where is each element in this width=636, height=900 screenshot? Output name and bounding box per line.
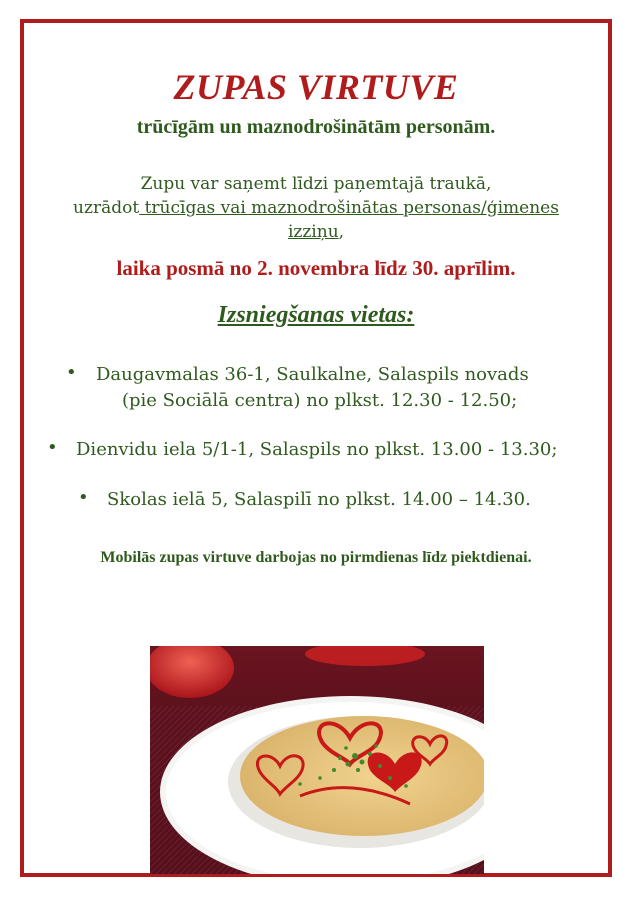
location-1-line-2: (pie Sociālā centra) no plkst. 12.30 - 12.50;: [122, 390, 518, 411]
location-2-line-1: Dienvidu iela 5/1-1, Salaspils no plkst. 13.00 - 13.30;: [76, 439, 558, 460]
bullet-icon: •: [66, 362, 77, 383]
intro-text: [20, 172, 612, 244]
intro-line-3-underlined: izziņu: [287, 222, 339, 242]
intro-line-2-underlined: trūcīgas vai maznodrošinātas personas/ģimenes: [139, 198, 559, 218]
subtitle: trūcīgām un maznodrošinātām personām.: [136, 116, 496, 138]
location-1-line-1: Daugavmalas 36-1, Saulkalne, Salaspils novads: [96, 364, 529, 385]
intro-line-1: Zupu var saņemt līdzi paņemtajā traukā,: [140, 174, 492, 194]
bullet-icon: •: [78, 487, 89, 508]
soup-bowl-photo: [150, 646, 484, 874]
bullet-icon: •: [47, 437, 58, 458]
intro-line-3: [20, 220, 612, 244]
period-text: laika posmā no 2. novembra līdz 30. aprīlim.: [116, 256, 516, 280]
page-title: ZUPAS VIRTUVE: [173, 67, 459, 107]
intro-line-2-prefix: uzrādot: [73, 198, 140, 218]
schedule-note: Mobilās zupas virtuve darbojas no pirmdienas līdz piektdienai.: [100, 549, 532, 566]
location-3-line-1: Skolas ielā 5, Salaspilī no plkst. 14.00 – 14.30.: [107, 489, 531, 510]
intro-line-3-suffix: ,: [338, 222, 345, 242]
locations-heading: Izsniegšanas vietas:: [217, 302, 415, 328]
intro-line-2: [20, 196, 612, 220]
